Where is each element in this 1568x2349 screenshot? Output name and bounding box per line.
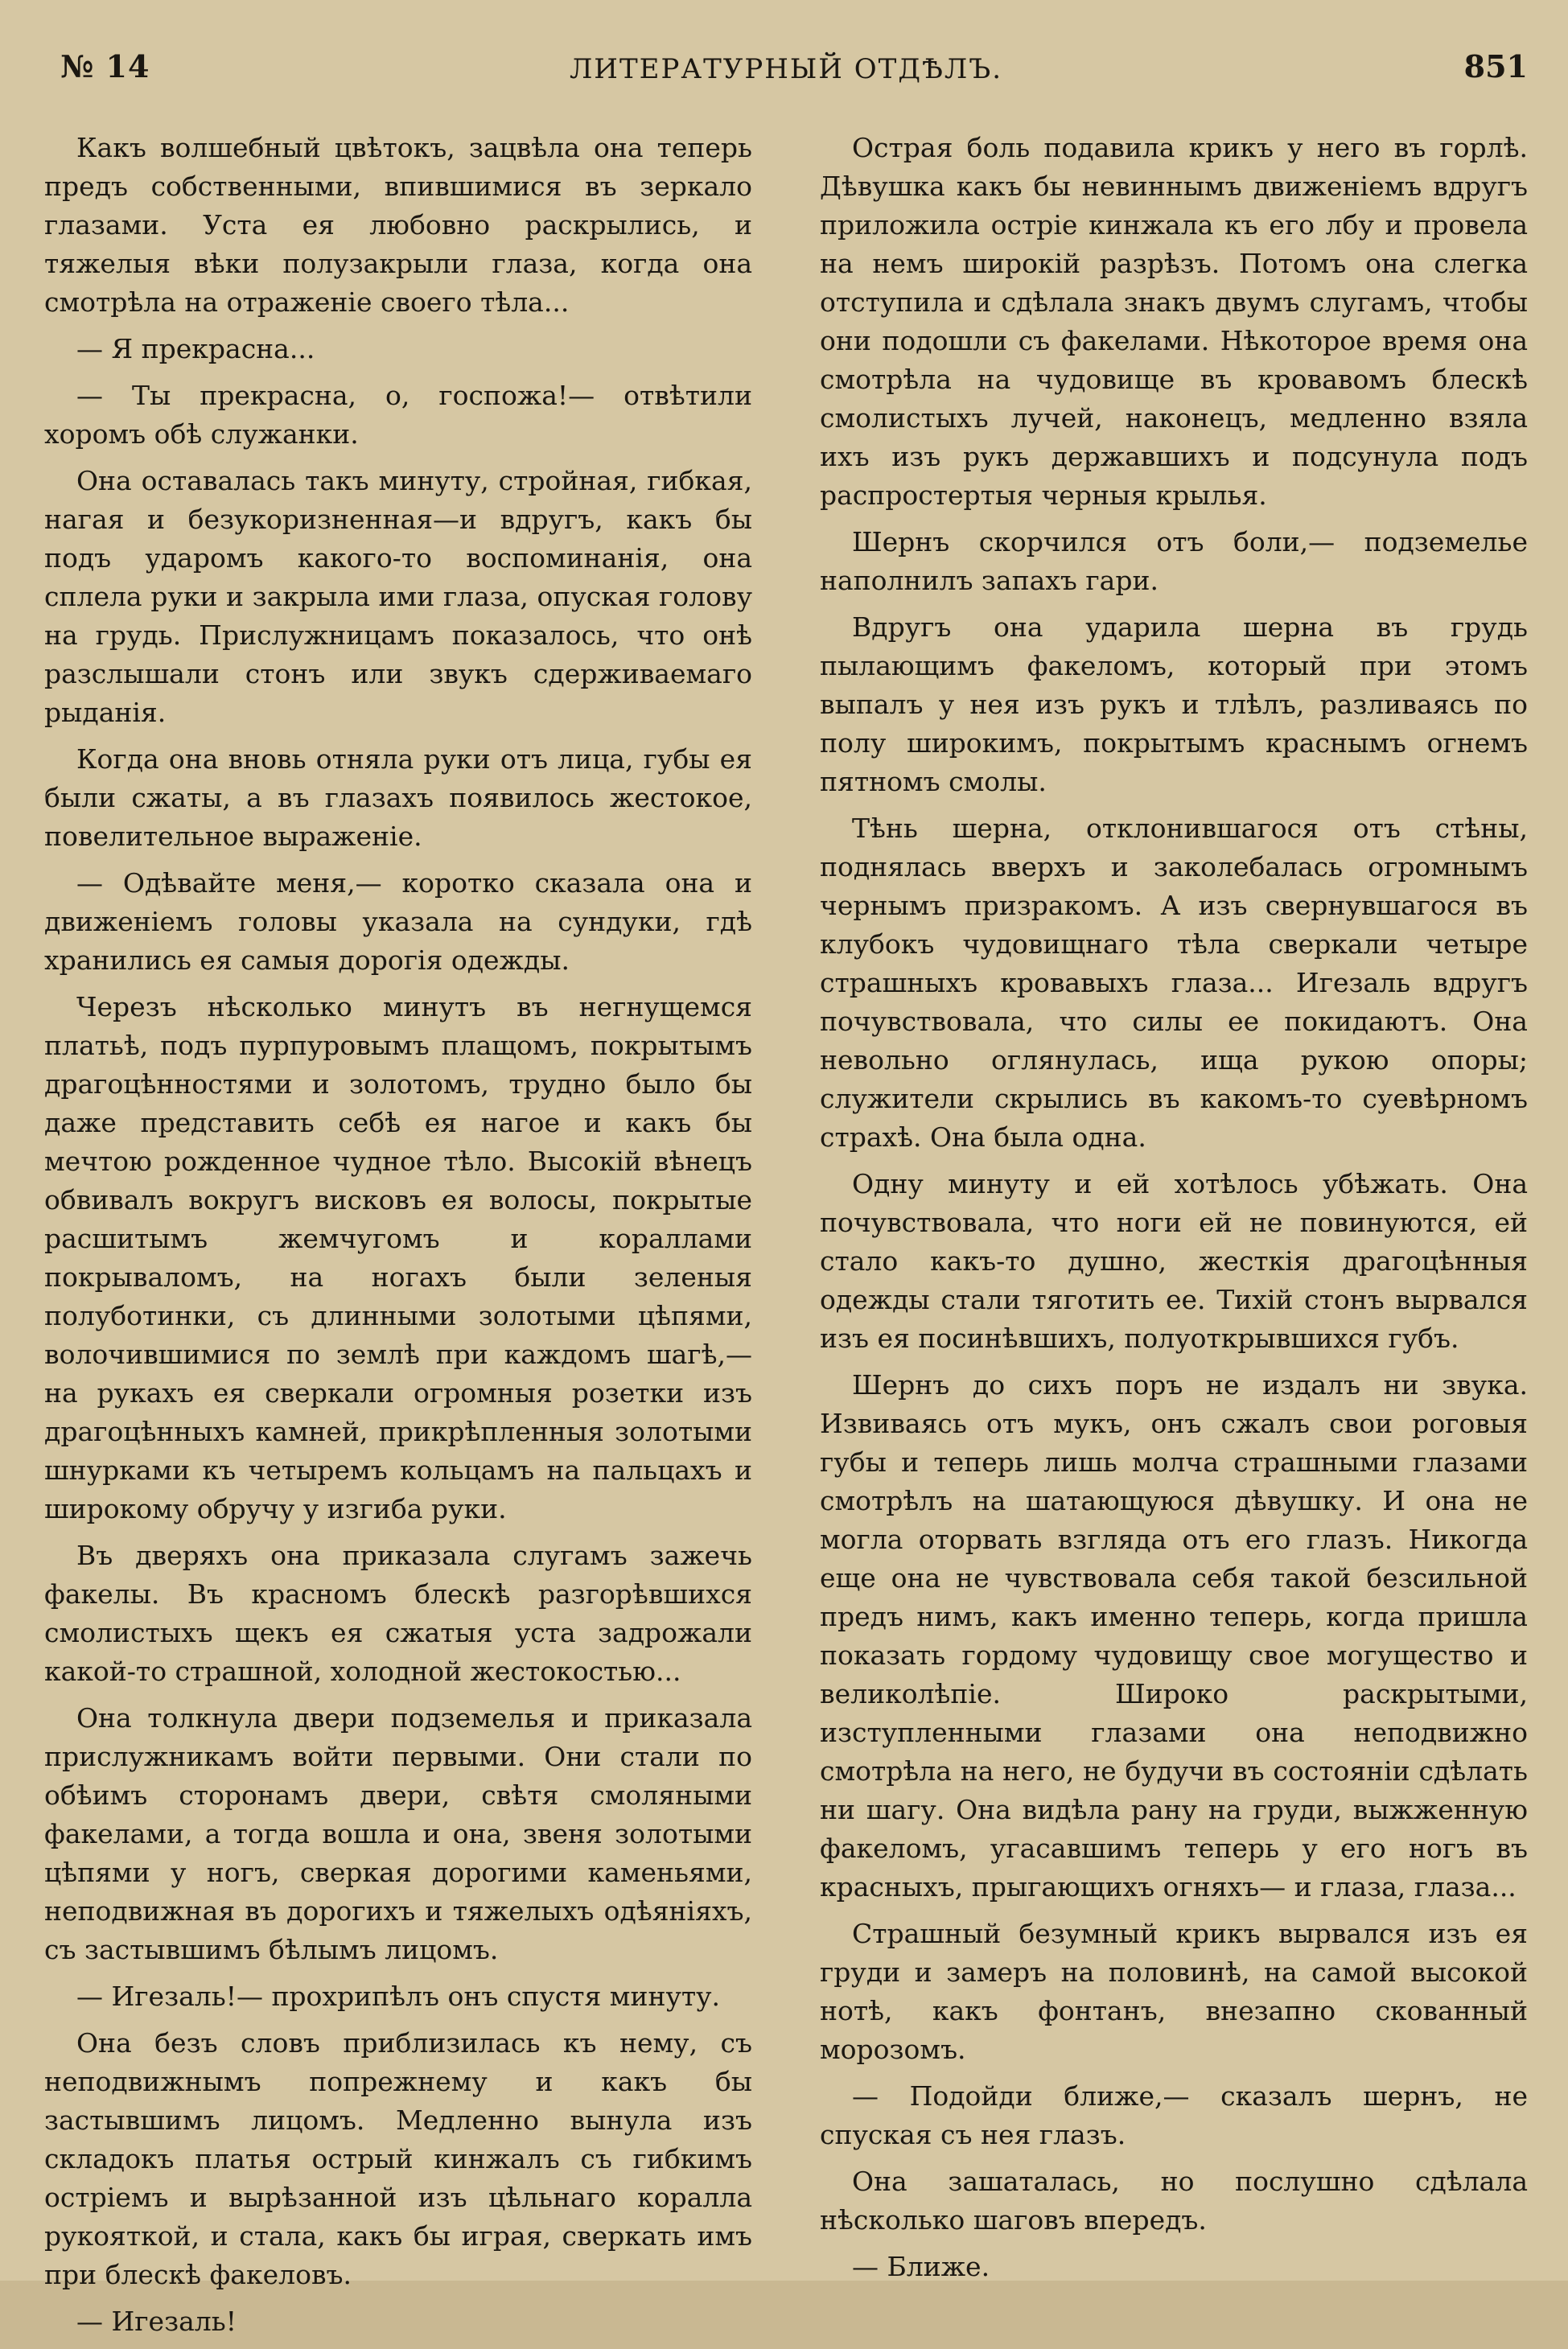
paragraph: Одну минуту и ей хотѣлось убѣжать. Она почувствовала, что ноги ей не повинуются, ей стало какъ-то душно, жесткія драгоцѣнныя одежды стали тяготить ее. Тихій стонъ вырвался изъ ея посинѣвшихъ, полуоткрывшихся губъ. bbox=[820, 1168, 1528, 1354]
right-column bbox=[820, 129, 1528, 2349]
paragraph: Въ дверяхъ она приказала слугамъ зажечь факелы. Въ красномъ блескѣ разгорѣвшихся смолистыхъ щекъ ея сжатыя уста задрожали какой-то страшной, холодной жестокостью... bbox=[44, 1540, 752, 1687]
paragraph: — Одѣвайте меня,— коротко сказала она и движеніемъ головы указала на сундуки, гдѣ хранились ея самыя дорогія одежды. bbox=[44, 867, 752, 976]
text-columns bbox=[44, 129, 1528, 2349]
paragraph: — Я прекрасна... bbox=[76, 333, 315, 364]
page-header bbox=[44, 48, 1528, 105]
paragraph: Шернъ скорчился отъ боли,— подземелье наполнилъ запахъ гари. bbox=[820, 526, 1528, 596]
paragraph: Какъ волшебный цвѣтокъ, зацвѣла она теперь предъ собственными, впившимися въ зеркало глазами. Уста ея любовно раскрылись, и тяжелыя вѣки полузакрыли глаза, когда она смотрѣла на отраженіе своего тѣла... bbox=[44, 132, 752, 318]
paragraph: — Ты прекрасна, о, госпожа!— отвѣтили хоромъ обѣ служанки. bbox=[44, 380, 752, 450]
paragraph: — Игезаль!— прохрипѣлъ онъ спустя минуту. bbox=[76, 1981, 721, 2012]
paragraph: Она оставалась такъ минуту, стройная, гибкая, нагая и безукоризненная—и вдругъ, какъ бы подъ ударомъ какого-то воспоминанія, она сплела руки и закрыла ими глаза, опуская голову на грудь. Прислужницамъ показалось, что онѣ разслышали стонъ или звукъ сдерживаемаго рыданія. bbox=[44, 465, 752, 728]
paragraph: — Ближе. bbox=[852, 2251, 990, 2282]
paragraph: Шернъ до сихъ поръ не издалъ ни звука. Извиваясь отъ мукъ, онъ сжалъ свои роговыя губы и теперь лишь молча страшными глазами смотрѣлъ на шатающуюся дѣвушку. И она не могла оторвать взгляда отъ его глазъ. Никогда еще она не чувствовала себя такой безсильной предъ нимъ, какъ именно теперь, когда пришла показать гордому чудовищу свое могущество и великолѣпіе. Широко раскрытыми, изступленными глазами она неподвижно смотрѣла на него, не будучи въ состояніи сдѣлать ни шагу. Она видѣла рану на груди, выжженную факеломъ, угасавшимъ теперь у его ногъ въ красныхъ, прыгающихъ огняхъ— и глаза, глаза... bbox=[820, 1369, 1528, 1903]
issue-number: № 14 bbox=[60, 48, 150, 84]
page-number: 851 bbox=[1463, 48, 1528, 84]
paragraph: Вдругъ она ударила шерна въ грудь пылающимъ факеломъ, который при этомъ выпалъ у нея изъ рукъ и тлѣлъ, разливаясь по полу широкимъ, покрытымъ краснымъ огнемъ пятномъ смолы. bbox=[820, 611, 1528, 797]
paragraph: Она безъ словъ приблизилась къ нему, съ неподвижнымъ попрежнему и какъ бы застывшимъ лицомъ. Медленно вынула изъ складокъ платья острый кинжалъ съ гибкимъ остріемъ и вырѣзанной изъ цѣльнаго коралла рукояткой, и стала, какъ бы играя, сверкать имъ при блескѣ факеловъ. bbox=[44, 2027, 752, 2290]
section-title: ЛИТЕРАТУРНЫЙ ОТДѢЛЪ. bbox=[569, 53, 1003, 85]
paragraph: Когда она вновь отняла руки отъ лица, губы ея были сжаты, а въ глазахъ появилось жестокое, повелительное выраженіе. bbox=[44, 743, 752, 852]
paragraph: Она зашаталась, но послушно сдѣлала нѣсколько шаговъ впередъ. bbox=[820, 2166, 1528, 2236]
paragraph: Острая боль подавила крикъ у него въ горлѣ. Дѣвушка какъ бы невиннымъ движеніемъ вдругъ приложила остріе кинжала къ его лбу и провела на немъ широкій разрѣзъ. Потомъ она слегка отступила и сдѣлала знакъ двумъ слугамъ, чтобы они подошли съ факелами. Нѣкоторое время она смотрѣла на чудовище въ кровавомъ блескѣ смолистыхъ лучей, наконецъ, медленно взяла ихъ изъ рукъ державшихъ и подсунула подъ распростертыя черныя крылья. bbox=[820, 132, 1528, 511]
paragraph: — Игезаль! bbox=[76, 2306, 237, 2337]
paragraph: — Подойди ближе,— сказалъ шернъ, не спуская съ нея глазъ. bbox=[820, 2080, 1528, 2150]
paragraph: Тѣнь шерна, отклонившагося отъ стѣны, поднялась вверхъ и заколебалась огромнымъ чернымъ призракомъ. А изъ свернувшагося въ клубокъ чудовищнаго тѣла сверкали четыре страшныхъ кровавыхъ глаза... Игезаль вдругъ почувствовала, что силы ее покидаютъ. Она невольно оглянулась, ища рукою опоры; служители скрылись въ какомъ-то суевѣрномъ страхѣ. Она была одна. bbox=[820, 812, 1528, 1153]
paragraph: Она толкнула двери подземелья и приказала прислужникамъ войти первыми. Они стали по обѣимъ сторонамъ двери, свѣтя смоляными факелами, а тогда вошла и она, звеня золотыми цѣпями у ногъ, сверкая дорогими каменьями, неподвижная въ дорогихъ и тяжелыхъ одѣяніяхъ, съ застывшимъ бѣлымъ лицомъ. bbox=[44, 1702, 752, 1965]
paragraph: Черезъ нѣсколько минутъ въ негнущемся платьѣ, подъ пурпуровымъ плащомъ, покрытымъ драгоцѣнностями и золотомъ, трудно было бы даже представить себѣ ея нагое и какъ бы мечтою рожденное чудное тѣло. Высокій вѣнецъ обвивалъ вокругъ висковъ ея волосы, покрытые расшитымъ жемчугомъ и кораллами покрываломъ, на ногахъ были зеленыя полуботинки, съ длинными золотыми цѣпями, волочившимися по землѣ при каждомъ шагѣ,— на рукахъ ея сверкали огромныя розетки изъ драгоцѣнныхъ камней, прикрѣпленныя золотыми шнурками къ четыремъ кольцамъ на пальцахъ и широкому обручу у изгиба руки. bbox=[44, 991, 752, 1524]
paragraph: Страшный безумный крикъ вырвался изъ ея груди и замеръ на половинѣ, на самой высокой нотѣ, какъ фонтанъ, внезапно скованный морозомъ. bbox=[820, 1918, 1528, 2065]
left-column bbox=[44, 129, 752, 2349]
